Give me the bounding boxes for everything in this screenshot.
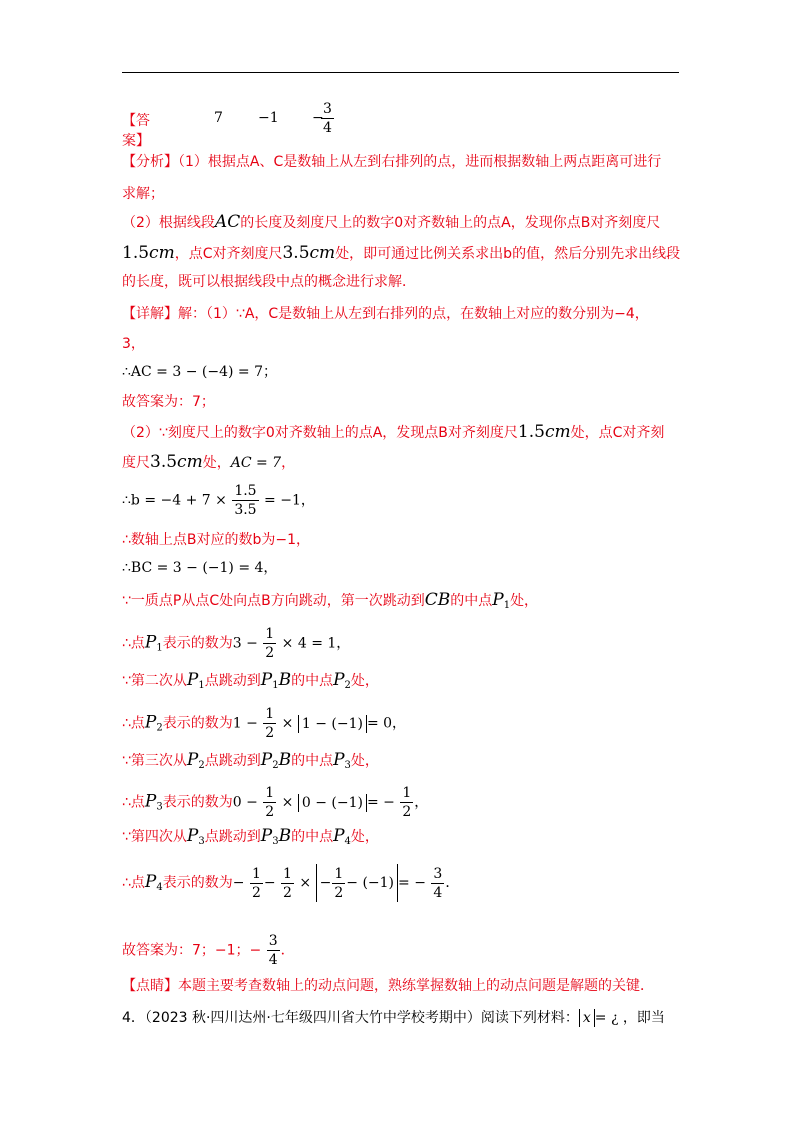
- answer-value-3-fraction: $\frac{3}{4}$: [323, 101, 332, 136]
- detail-line-2: 3，: [122, 336, 145, 352]
- detail-line-4: 故答案为：7；: [122, 394, 215, 410]
- detail-line-5: （2）∵刻度尺上的数字0对齐数轴上的点A，发现点B对齐刻度尺1.5cm处，点C对齐刻: [122, 422, 665, 442]
- analysis-line-3: （2）根据线段AC的长度及刻度尺上的数字0对齐数轴上的点A，发现你点B对齐刻度尺: [122, 212, 661, 232]
- comment-label: 【点睛】: [122, 978, 178, 994]
- detail-label: 【详解】: [122, 306, 178, 322]
- answer-value-3-sign: −: [312, 110, 324, 126]
- detail-line-1: 【详解】解：（1）∵A，C是数轴上从左到右排列的点，在数轴上对应的数分别为−4，: [122, 306, 649, 322]
- analysis-line-5: 的长度，既可以根据线段中点的概念进行求解．: [122, 274, 416, 290]
- detail-line-6: 度尺3.5cm处，AC = 7，: [122, 452, 296, 472]
- detail-line-14: ∵第三次从$P_2$点跳动到$P_2B$的中点$P_3$处，: [122, 750, 379, 771]
- detail-line-8: ∴数轴上点B对应的数b为−1，: [122, 532, 311, 548]
- detail-line-7: ∴b = −4 + 7 × $\frac{1.5}{3.5}$ = −1，: [122, 483, 315, 518]
- detail-line-15: ∴点$P_3$表示的数为0 − $\frac{1}{2}$ × 0 − (−1) = − $\frac{1}{2}$ ，: [122, 785, 429, 820]
- analysis-line-1: 【分析】（1）根据点A、C是数轴上从左到右排列的点，进而根据数轴上两点距离可进行: [122, 154, 662, 170]
- detail-line-18: 故答案为：7；−1；− $\frac{3}{4}$ ．: [122, 933, 295, 968]
- detail-line-16: ∵第四次从$P_3$点跳动到$P_3B$的中点$P_4$处，: [122, 826, 379, 847]
- analysis-line-4: 1.5cm，点C对齐刻度尺3.5cm处，即可通过比例关系求出b的值，然后分别先求出线段: [122, 243, 681, 263]
- detail-line-12: ∵第二次从$P_1$点跳动到$P_1B$的中点$P_2$处，: [122, 670, 379, 691]
- analysis-label: 【分析】: [122, 154, 178, 170]
- detail-line-3: ∴AC = 3 − (−4) = 7；: [122, 364, 277, 380]
- detail-line-11: ∴点$P_1$表示的数为3 − $\frac{1}{2}$ × 4 = 1，: [122, 626, 351, 661]
- answer-value-2: −1: [258, 110, 279, 126]
- detail-line-13: ∴点$P_2$表示的数为1 − $\frac{1}{2}$ × 1 − (−1) = 0，: [122, 706, 407, 741]
- detail-line-17: ∴点$P_4$表示的数为− $\frac{1}{2}$ − $\frac{1}{2}$ × − $\frac{1}{2}$ − (−1) = − $\frac{3}{4}$ ．: [122, 865, 460, 901]
- answer-label: 【答案】: [122, 113, 150, 149]
- header-rule: [122, 72, 679, 73]
- answer-value-1: 7: [214, 110, 223, 126]
- comment-line: 【点睛】本题主要考查数轴上的动点问题，熟练掌握数轴上的动点问题是解题的关键．: [122, 978, 654, 994]
- detail-line-10: ∵一质点P从点C处向点B方向跳动，第一次跳动到CB的中点$P_1$处，: [122, 590, 539, 611]
- detail-line-9: ∴BC = 3 − (−1) = 4，: [122, 560, 278, 576]
- analysis-line-2: 求解；: [122, 186, 164, 202]
- question-4-line: 4．（2023 秋·四川达州·七年级四川省大竹中学校考期中）阅读下列材料： x = ¿ ，即当: [122, 1010, 665, 1026]
